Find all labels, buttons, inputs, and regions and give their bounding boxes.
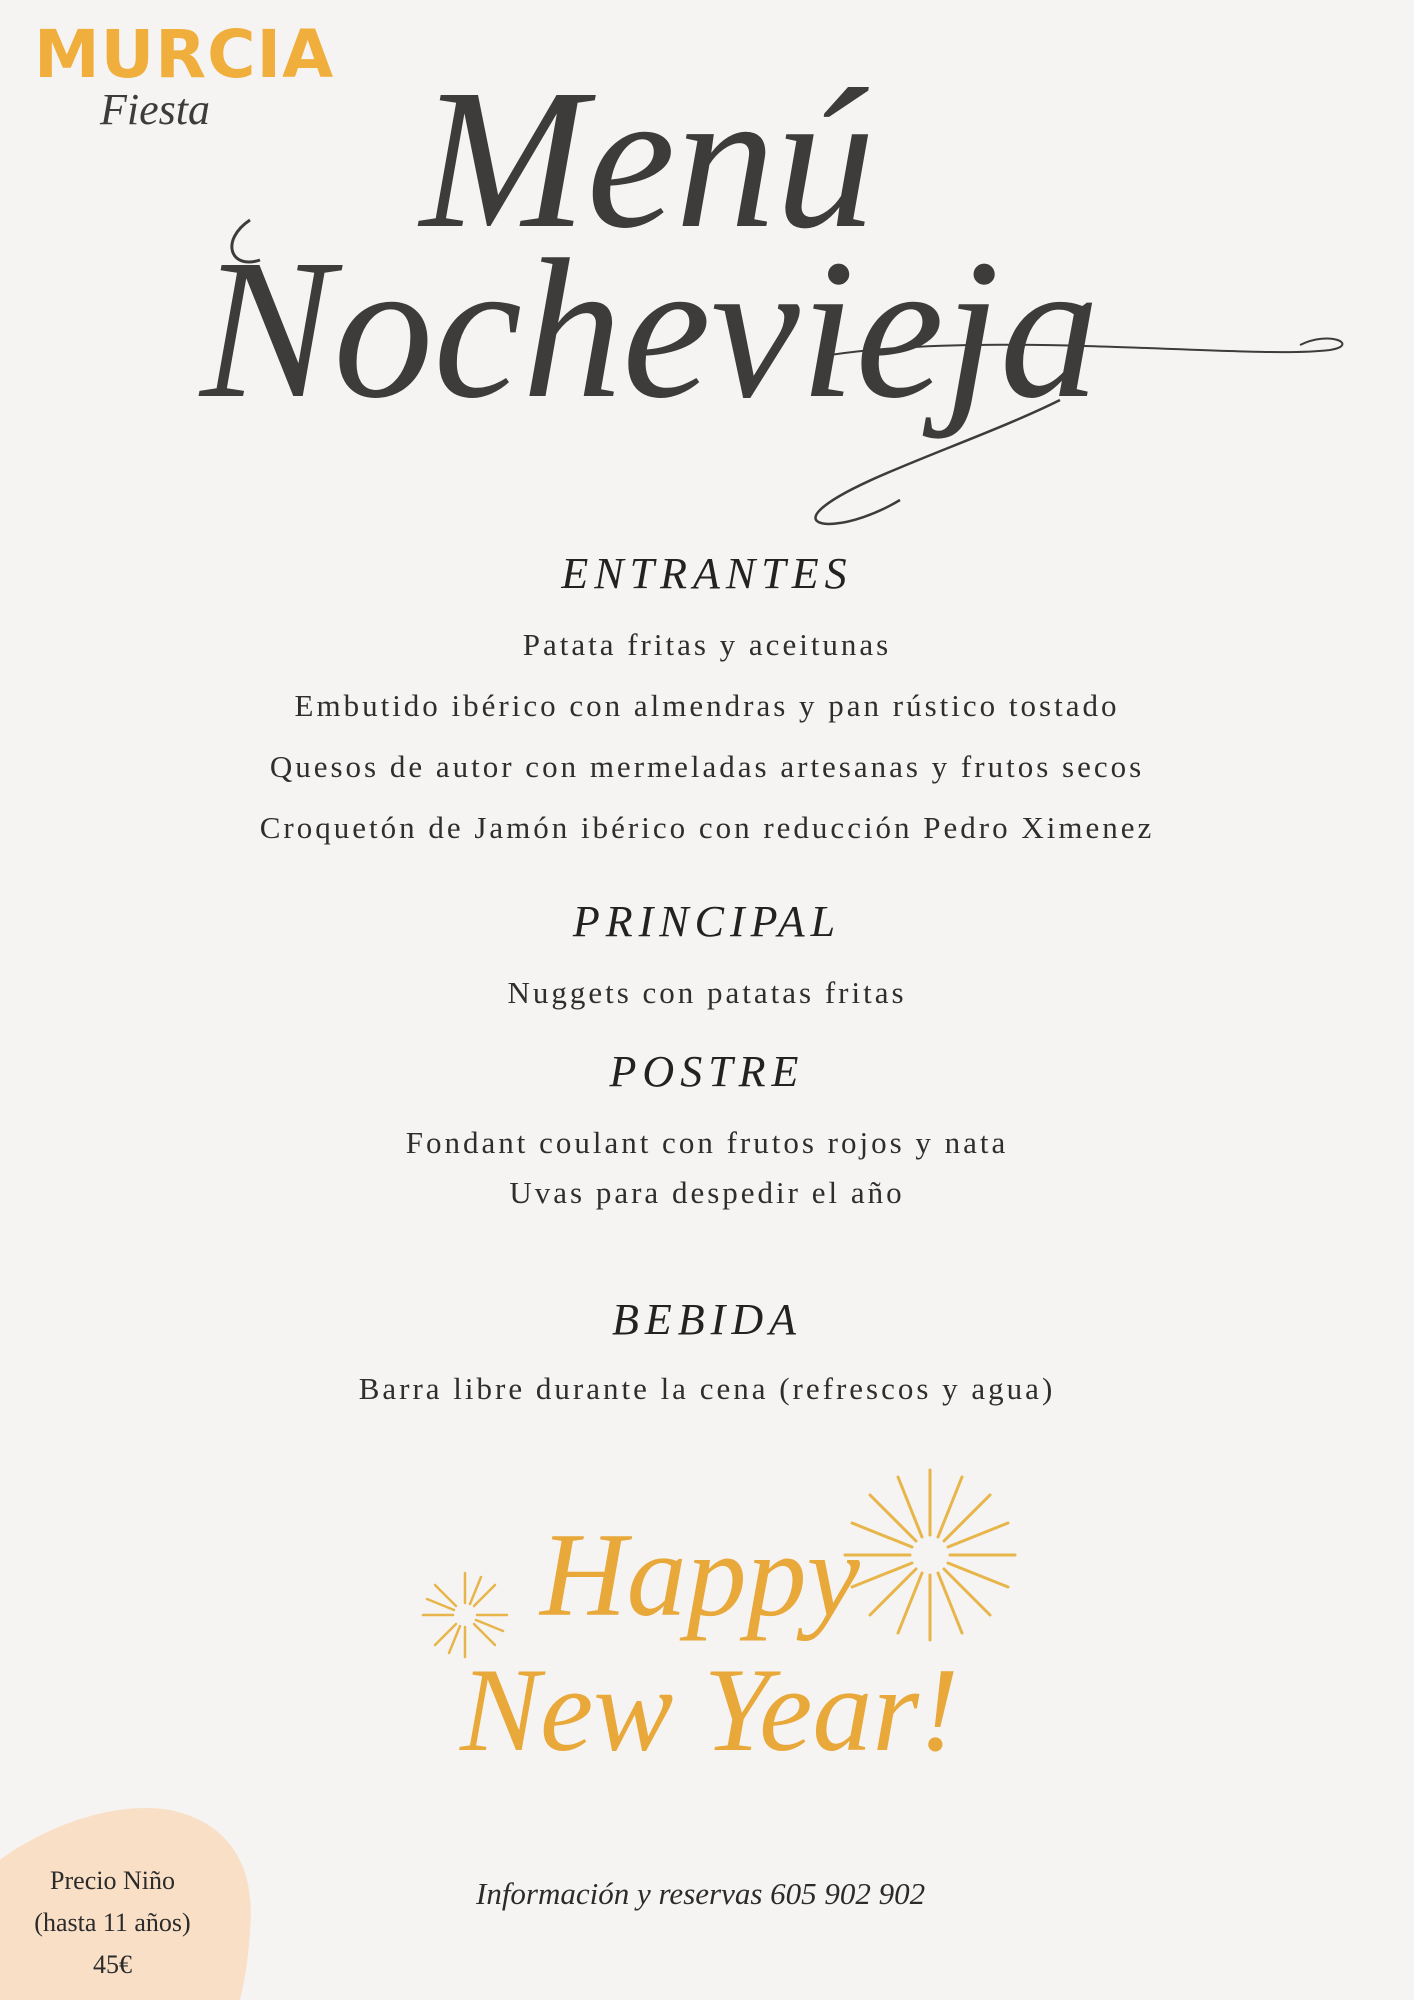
- logo-subtext: Fiesta: [100, 85, 210, 134]
- child-price-age: (hasta 11 años): [34, 1908, 191, 1937]
- happy-text: Happy: [540, 1508, 860, 1641]
- section-title-principal: PRINCIPAL: [572, 897, 842, 946]
- child-price-amount: 45€: [93, 1950, 132, 1979]
- new-year-text: New Year!: [460, 1643, 959, 1776]
- menu-item: Fondant coulant con frutos rojos y nata: [405, 1125, 1009, 1160]
- menu-item: Barra libre durante la cena (refrescos y agua): [358, 1371, 1056, 1406]
- menu-item: Embutido ibérico con almendras y pan rústico tostado: [294, 688, 1120, 723]
- section-entrantes-title-row: [0, 548, 1414, 608]
- menu-item: Croquetón de Jamón ibérico con reducción Pedro Ximenez: [259, 810, 1155, 845]
- menu-subtitle: Nochevieja: [200, 219, 1100, 440]
- section-title-entrantes: ENTRANTES: [561, 549, 853, 598]
- menu-item: Patata fritas y aceitunas: [522, 627, 892, 662]
- child-price-label: Precio Niño: [50, 1866, 175, 1895]
- section-title-bebida: BEBIDA: [612, 1295, 802, 1344]
- child-price: [0, 1860, 225, 1986]
- section-title-postre: POSTRE: [609, 1047, 805, 1096]
- menu-title: Menú: [420, 49, 876, 270]
- logo-text: MURCIA: [34, 16, 335, 93]
- menu-item: Uvas para despedir el año: [509, 1175, 905, 1210]
- reservations-info: Información y reservas 605 902 902: [476, 1876, 926, 1911]
- menu-item: Nuggets con patatas fritas: [507, 975, 907, 1010]
- firework-icon: [835, 1460, 1025, 1650]
- menu-item: Quesos de autor con mermeladas artesanas y frutos secos: [269, 749, 1145, 784]
- menu-content: [0, 548, 1414, 1407]
